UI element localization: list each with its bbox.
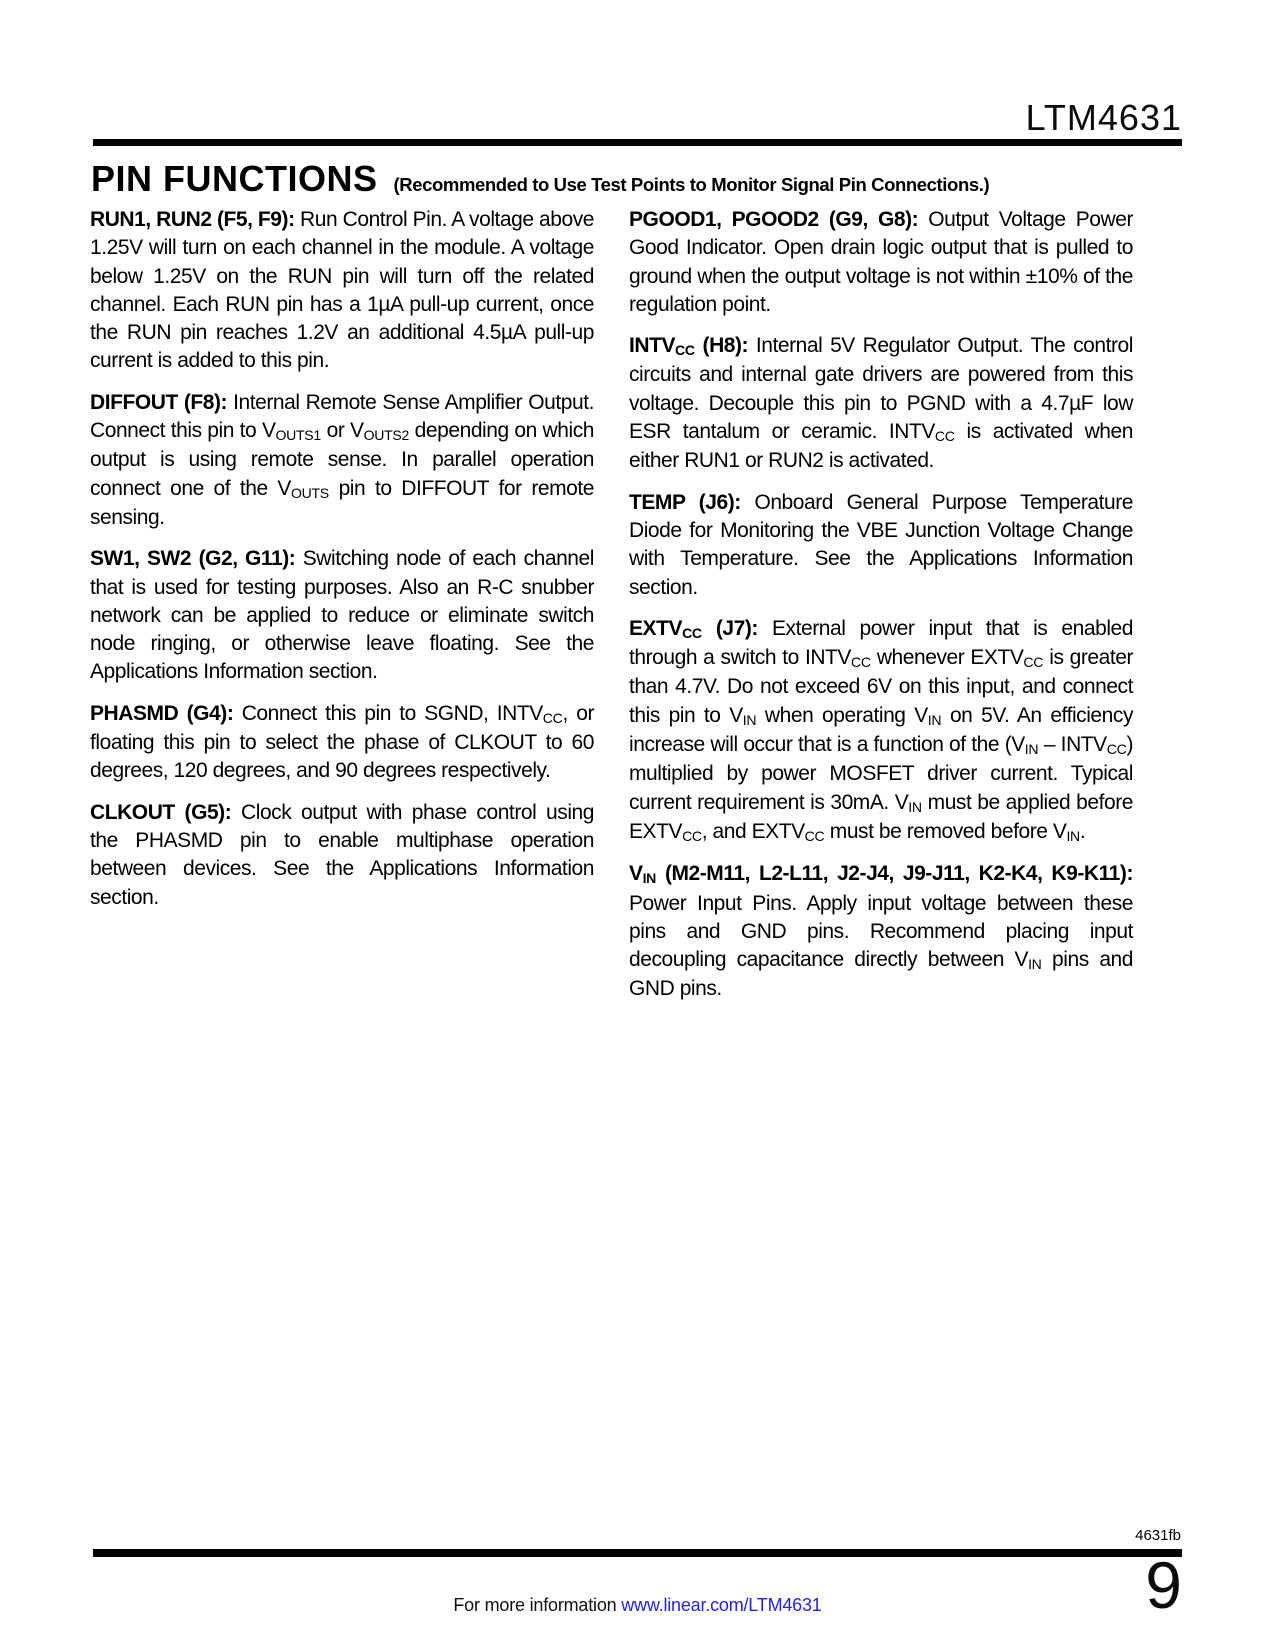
pin-paragraph (629, 332, 1133, 475)
pin-description-text: when operating V (756, 703, 928, 727)
pin-paragraph (90, 700, 594, 786)
pin-name: SW1, SW2 (G2, G11): (90, 547, 296, 571)
pin-description-text: Onboard General Purpose Temperature Diode for Monitoring the VBE Junction Voltage Change with Temperature. See the Applications Information section. (629, 490, 1133, 599)
pin-description-text: IN (1028, 956, 1042, 973)
section-subtitle: (Recommended to Use Test Points to Monitor Signal Pin Connections.) (393, 174, 990, 195)
pin-description-text: CC (1023, 654, 1044, 671)
pin-description-text: IN (742, 711, 757, 728)
footer-info (0, 1595, 1275, 1616)
pin-description-text: CC (934, 428, 955, 445)
pin-description-text: pin to DIFFOUT for remote sensing. (90, 476, 595, 529)
pin-name: EXTV (629, 616, 683, 640)
pin-paragraph (629, 615, 1133, 847)
pin-functions-body (90, 206, 1133, 1017)
pin-description-text: Power Input Pins. Apply input voltage between these pins and GND pins. Recommend placing input decoupling capacitance directly between V (629, 891, 1133, 972)
pin-description-text: Internal Remote Sense Amplifier Output. Connect this pin to V (90, 390, 594, 443)
pin-description-text: IN (908, 798, 922, 815)
pin-description-text: CC (851, 654, 871, 671)
pin-description-text: Connect this pin to SGND, INTV (233, 701, 543, 725)
pin-description-text: IN (927, 711, 942, 728)
pin-description-text: IN (1066, 828, 1080, 845)
pin-name: CC (675, 342, 695, 359)
doc-revision-code: 4631fb (1135, 1527, 1181, 1544)
pin-description-text: Run Control Pin. A voltage above 1.25V will turn on each channel in the module. A voltage below 1.25V on the RUN pin will turn off the related channel. Each RUN pin has a 1µA pull-up current, once the RUN pin reaches 1.2V an additional 4.5µA pull-up current is added to this pin. (90, 208, 594, 373)
pin-description-text: Internal 5V Regulator Output. The control circuits and internal gate drivers are powered from this voltage. Decouple this pin to PGND with a 4.7µF low ESR tantalum or ceramic. INTV (629, 334, 1133, 444)
pin-description-text: is greater than 4.7V. Do not exceed 6V on this input, and connect this pin to V (629, 646, 1133, 727)
pin-description-text: depending on which output is using remote sense. In parallel operation connect one of the V (90, 419, 594, 500)
footer-link[interactable]: www.linear.com/LTM4631 (621, 1595, 822, 1615)
pin-description-text: whenever EXTV (870, 646, 1024, 670)
section-header (91, 158, 1186, 200)
pin-description-text: CC (1106, 741, 1127, 758)
left-column (90, 206, 594, 1017)
pin-name: DIFFOUT (F8): (90, 390, 228, 414)
pin-paragraph (629, 489, 1133, 602)
pin-paragraph (90, 389, 594, 532)
pin-description-text: ) multiplied by power MOSFET driver current. Typical current requirement is 30mA. V (629, 733, 1133, 814)
pin-name: RUN1, RUN2 (F5, F9): (90, 208, 295, 231)
pin-description-text: OUTS2 (363, 427, 409, 444)
pin-description-text: must be removed before V (824, 819, 1067, 843)
pin-name: PHASMD (G4): (90, 701, 234, 725)
pin-name: CC (682, 624, 702, 641)
pin-name: (J7): (701, 616, 758, 640)
pin-paragraph (90, 206, 594, 376)
part-number: LTM4631 (1025, 97, 1182, 138)
pin-paragraph (629, 206, 1133, 319)
footer-text: For more information (453, 1595, 622, 1615)
pin-name: TEMP (J6): (629, 490, 741, 514)
pin-description-text: CC (682, 828, 702, 845)
pin-description-text: . (1079, 819, 1086, 843)
pin-description-text: CC (804, 828, 825, 845)
pin-description-text: CC (542, 709, 563, 726)
pin-description-text: pins and GND pins. (629, 948, 1134, 1001)
pin-name: (H8): (694, 334, 749, 358)
pin-paragraph (629, 860, 1133, 1003)
pin-name: V (629, 862, 643, 886)
right-column (629, 206, 1133, 1017)
pin-name: INTV (629, 334, 676, 358)
pin-description-text: , or floating this pin to select the phase of CLKOUT to 60 degrees, 120 degrees, and 90 degrees respectively. (90, 701, 594, 783)
pin-description-text: , and EXTV (701, 819, 805, 843)
pin-description-text: – INTV (1038, 733, 1107, 757)
pin-name: (M2-M11, L2-L11, J2-J4, J9-J11, K2-K4, K9-K11): (656, 862, 1133, 886)
pin-name: CLKOUT (G5): (90, 800, 232, 824)
footer-rule (93, 1549, 1182, 1557)
page-number: 9 (1145, 1548, 1182, 1622)
pin-name: IN (642, 870, 657, 887)
pin-name: PGOOD1, PGOOD2 (G9, G8): (629, 208, 919, 231)
pin-description-text: is activated when either RUN1 or RUN2 is activated. (629, 420, 1133, 473)
pin-description-text: OUTS (290, 484, 329, 501)
pin-description-text: External power input that is enabled through a switch to INTV (629, 616, 1133, 670)
pin-description-text: Switching node of each channel that is used for testing purposes. Also an R-C snubber network can be applied to reduce or eliminate switch node ringing, or otherwise leave floating. See the Applications Information section. (90, 547, 594, 684)
pin-paragraph (90, 799, 594, 912)
pin-description-text: on 5V. An efficiency increase will occur that is a function of the (V (629, 703, 1133, 757)
section-title: PIN FUNCTIONS (91, 158, 378, 199)
pin-paragraph (90, 545, 594, 686)
pin-description-text: or V (320, 419, 364, 443)
pin-description-text: IN (1024, 741, 1039, 758)
pin-description-text: must be applied before EXTV (629, 790, 1133, 843)
pin-description-text: Clock output with phase control using the PHASMD pin to enable multiphase operation between devices. See the Applications Information section. (90, 800, 594, 909)
pin-description-text: Output Voltage Power Good Indicator. Open drain logic output that is pulled to ground when the output voltage is not within ±10% of the regulation point. (629, 208, 1133, 316)
pin-description-text: OUTS1 (275, 427, 321, 444)
header-rule (93, 139, 1182, 146)
